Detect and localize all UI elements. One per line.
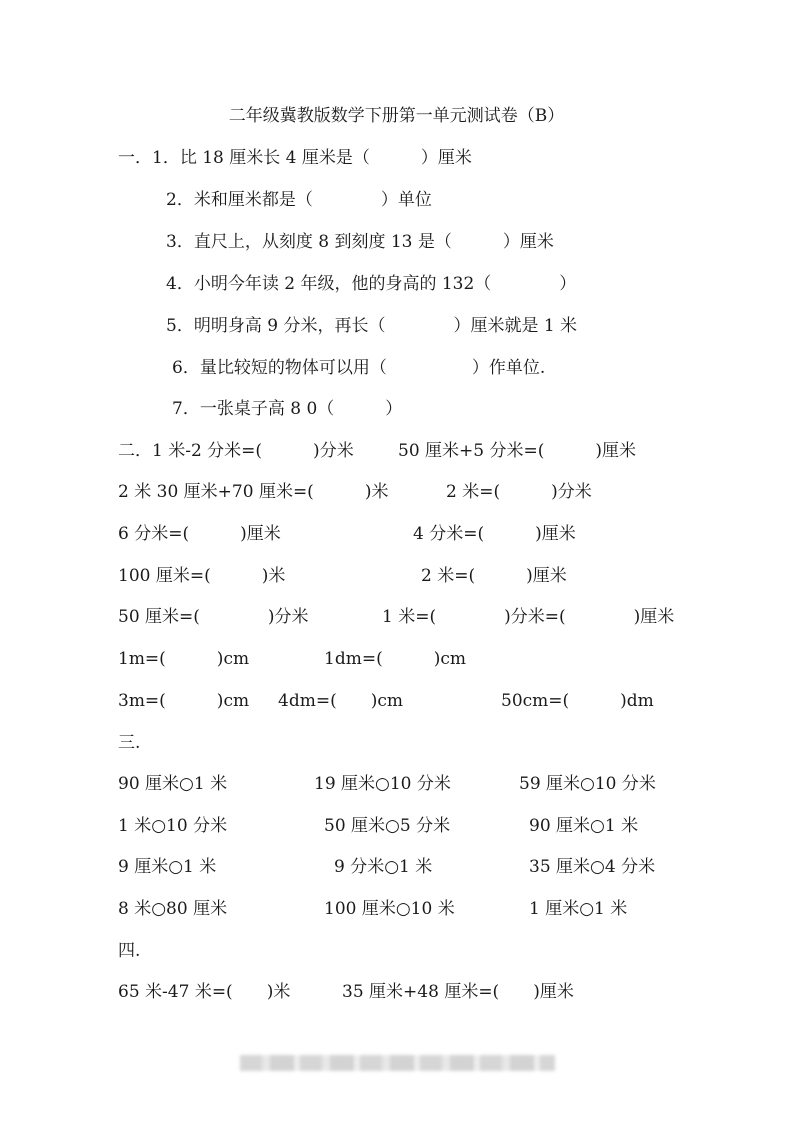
comparison-item: 100 厘米○10 米 <box>324 899 455 919</box>
section-label: 三. <box>118 733 141 753</box>
comparison-item: 1 米○10 分米 <box>118 816 228 836</box>
comparison-item: 59 厘米○10 分米 <box>519 774 656 794</box>
conversion-item: 50 厘米=( )分米 <box>118 607 309 627</box>
comparison-item: 8 米○80 厘米 <box>118 899 228 919</box>
conversion-item: 6 分米=( )厘米 <box>118 524 281 544</box>
comparison-item: 90 厘米○1 米 <box>529 816 639 836</box>
comparison-item: 9 厘米○1 米 <box>118 857 217 877</box>
fill-blank-question-4: 4．小明今年读 2 年级，他的身高的 132（ ） <box>166 274 577 294</box>
comparison-item: 90 厘米○1 米 <box>118 774 228 794</box>
comparison-item: 50 厘米○5 分米 <box>324 816 451 836</box>
fill-blank-question-5: 5．明明身高 9 分米，再长（ ）厘米就是 1 米 <box>166 316 578 336</box>
comparison-item: 19 厘米○10 分米 <box>314 774 451 794</box>
conversion-item: 4dm=( )cm <box>278 691 403 711</box>
conversion-item: 1 米=( )分米=( )厘米 <box>382 607 675 627</box>
conversion-item: 3m=( )cm <box>118 691 250 711</box>
comparison-item: 35 厘米○4 分米 <box>529 857 656 877</box>
comparison-item: 9 分米○1 米 <box>334 857 433 877</box>
fill-blank-question-7: 7．一张桌子高 8 0（ ） <box>172 399 403 419</box>
conversion-item: 1m=( )cm <box>118 649 250 669</box>
conversion-item: 2 米 30 厘米+70 厘米=( )米 <box>118 482 389 502</box>
blurred-footer <box>240 1055 555 1071</box>
conversion-item: 2 米=( )分米 <box>446 482 592 502</box>
conversion-item: 50 厘米+5 分米=( )厘米 <box>398 441 637 461</box>
arithmetic-item: 35 厘米+48 厘米=( )厘米 <box>342 982 574 1002</box>
worksheet-title: 二年级冀教版数学下册第一单元测试卷（B） <box>228 106 565 126</box>
fill-blank-question-1: 一．1．比 18 厘米长 4 厘米是（ ）厘米 <box>118 148 472 168</box>
comparison-item: 1 厘米○1 米 <box>529 899 628 919</box>
conversion-item: 1dm=( )cm <box>324 649 466 669</box>
conversion-item: 100 厘米=( )米 <box>118 566 286 586</box>
arithmetic-item: 65 米-47 米=( )米 <box>118 982 291 1002</box>
conversion-item: 2 米=( )厘米 <box>421 566 567 586</box>
conversion-item: 4 分米=( )厘米 <box>413 524 576 544</box>
fill-blank-question-3: 3．直尺上，从刻度 8 到刻度 13 是（ ）厘米 <box>166 232 554 252</box>
conversion-item: 50cm=( )dm <box>501 691 654 711</box>
fill-blank-question-6: 6．量比较短的物体可以用（ ）作单位. <box>172 358 546 378</box>
section-label: 四. <box>118 941 141 961</box>
fill-blank-question-2: 2．米和厘米都是（ ）单位 <box>166 190 432 210</box>
conversion-item: 二．1 米-2 分米=( )分米 <box>118 441 354 461</box>
